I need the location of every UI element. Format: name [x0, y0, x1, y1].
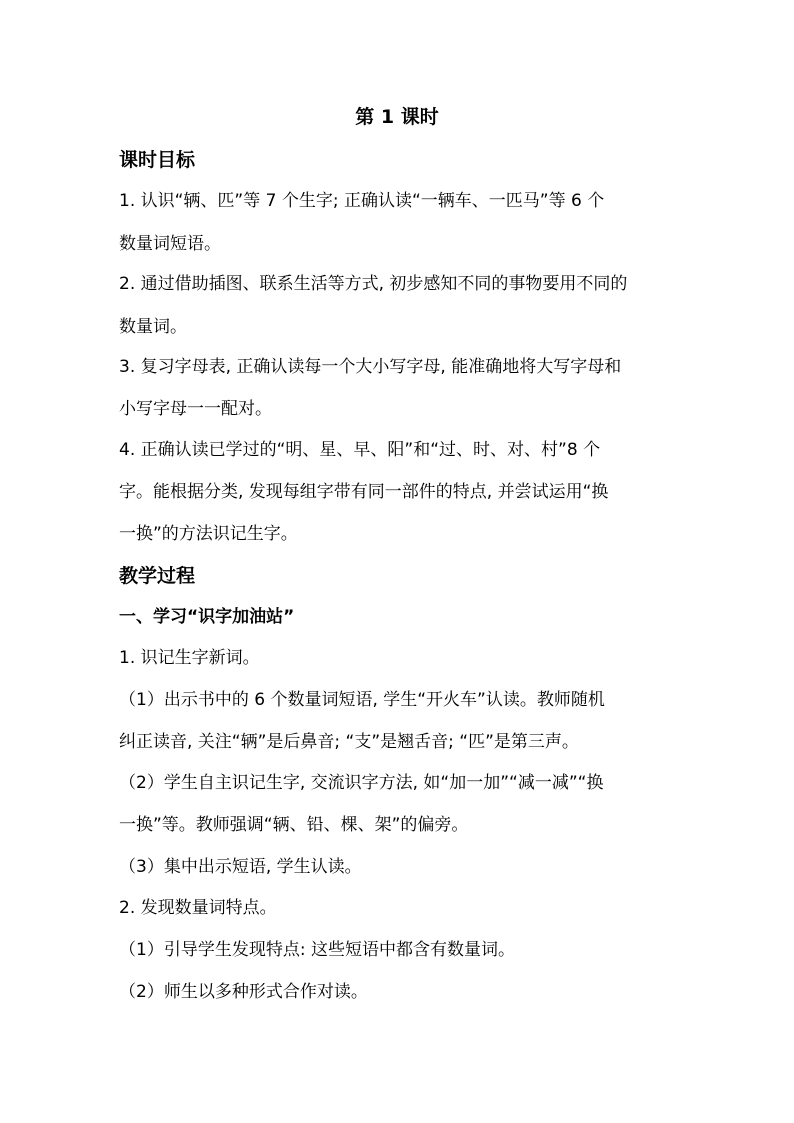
objectives-heading: 课时目标	[119, 149, 196, 171]
process-subheading: 一、学习“识字加油站”	[119, 607, 295, 627]
objective-line-3: 2. 通过借助插图、联系生活等方式, 初步感知不同的事物要用不同的	[119, 274, 628, 294]
process-line-6: （3）集中出示短语, 学生认读。	[119, 857, 362, 877]
process-heading: 教学过程	[119, 565, 196, 587]
objective-line-5: 3. 复习字母表, 正确认读每一个大小写字母, 能准确地将大写字母和	[119, 357, 622, 377]
process-line-4: （2）学生自主识记生字, 交流识字方法, 如“加一加”“减一减”“换	[119, 773, 604, 793]
process-line-3: 纠正读音, 关注“辆”是后鼻音; “支”是翘舌音; “匹”是第三声。	[119, 732, 579, 752]
process-line-1: 1. 识记生字新词。	[119, 648, 260, 668]
objective-line-4: 数量词。	[119, 317, 187, 337]
process-line-5: 一换”等。教师强调“辆、铅、棵、架”的偏旁。	[119, 815, 469, 835]
process-line-8: （1）引导学生发现特点: 这些短语中都含有数量词。	[119, 940, 515, 960]
objective-line-6: 小写字母一一配对。	[119, 399, 272, 419]
process-line-9: （2）师生以多种形式合作对读。	[119, 982, 368, 1002]
objective-line-7: 4. 正确认读已学过的“明、星、早、阳”和“过、时、对、村”8 个	[119, 440, 601, 460]
page-title: 第 1 课时	[355, 106, 439, 128]
objective-line-1: 1. 认识“辆、匹”等 7 个生字; 正确认读“一辆车、一匹马”等 6 个	[119, 191, 605, 211]
objective-line-9: 一换”的方法识记生字。	[119, 524, 298, 544]
objective-line-8: 字。能根据分类, 发现每组字带有同一部件的特点, 并尝试运用“换	[119, 482, 609, 502]
objective-line-2: 数量词短语。	[119, 234, 221, 254]
process-line-7: 2. 发现数量词特点。	[119, 898, 277, 918]
process-line-2: （1）出示书中的 6 个数量词短语, 学生“开火车”认读。教师随机	[119, 690, 605, 710]
